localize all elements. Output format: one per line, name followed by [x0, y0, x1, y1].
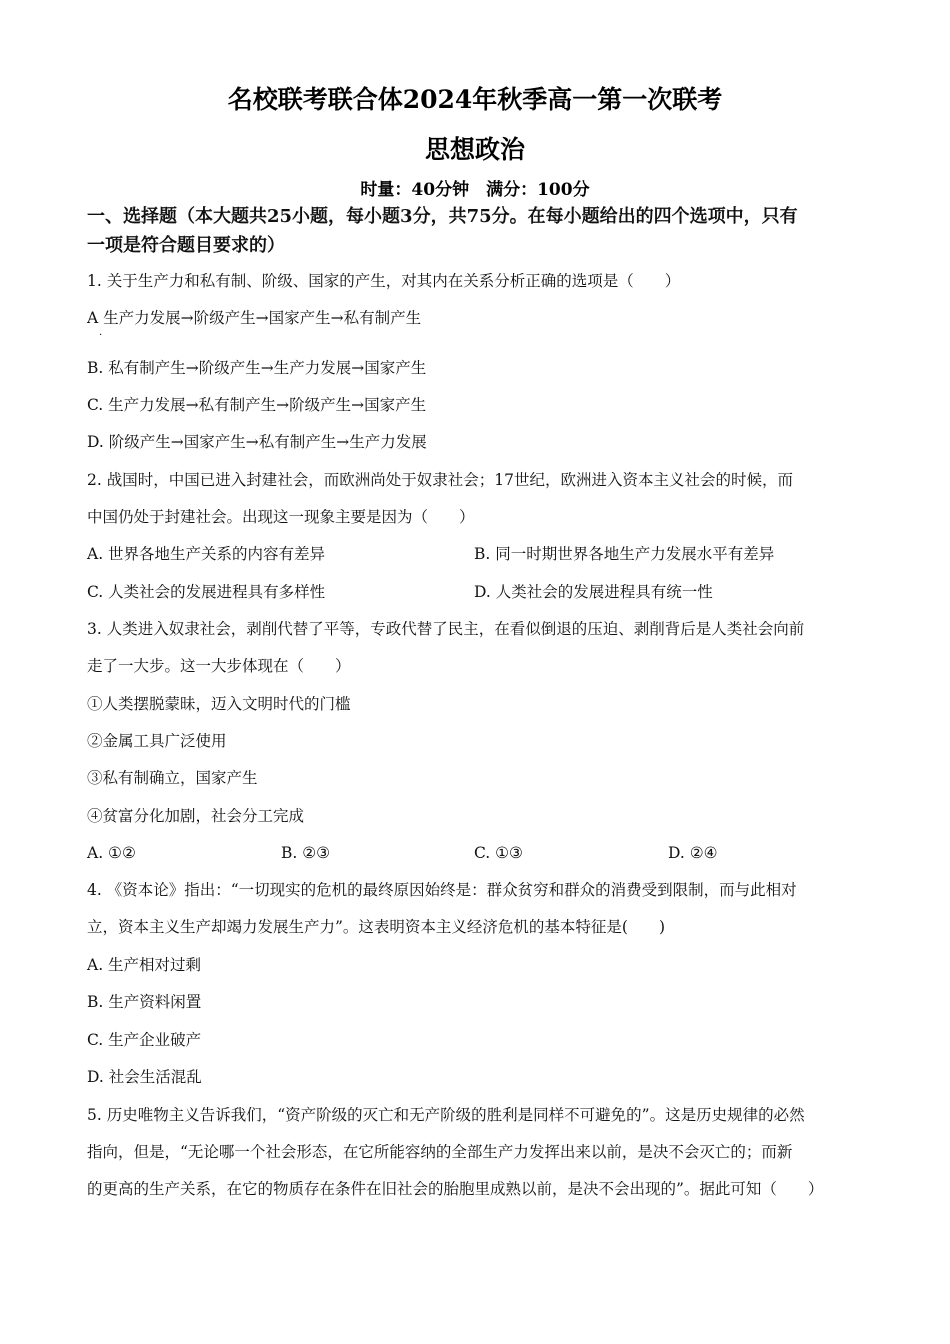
q2-option-c: C. 人类社会的发展进程具有多样性 [87, 583, 326, 601]
q3-stem-line1: 3. 人类进入奴隶社会，剥削代替了平等，专政代替了民主，在看似倒退的压迫、剥削背后是人类社会向前 [87, 620, 805, 638]
q3-option-d: D. ②④ [668, 844, 718, 862]
q3-statement-1: ①人类摆脱蒙昧，迈入文明时代的门槛 [87, 695, 351, 713]
q2-stem-line1: 2. 战国时，中国已进入封建社会，而欧洲尚处于奴隶社会；17世纪，欧洲进入资本主义社会的时候，而 [87, 471, 793, 489]
q3-statement-4: ④贫富分化加剧，社会分工完成 [87, 807, 305, 825]
q2-option-b: B. 同一时期世界各地生产力发展水平有差异 [474, 545, 775, 563]
q3-statement-2: ②金属工具广泛使用 [87, 732, 227, 750]
q3-option-a: A. ①② [87, 844, 136, 862]
q2-stem-line2: 中国仍处于封建社会。出现这一现象主要是因为（ ） [87, 508, 475, 526]
q4-stem-line2: 立，资本主义生产却竭力发展生产力”。这表明资本主义经济危机的基本特征是( ) [87, 918, 666, 936]
section-heading-line2: 一项是符合题目要求的） [87, 235, 285, 256]
q5-stem-line3: 的更高的生产关系，在它的物质存在条件在旧社会的胎胞里成熟以前，是决不会出现的”。据此可知（ ） [87, 1180, 824, 1198]
q3-stem-line2: 走了一大步。这一大步体现在（ ） [87, 657, 351, 675]
exam-meta: 时量：40分钟 满分：100分 [360, 180, 590, 200]
q3-statement-3: ③私有制确立，国家产生 [87, 769, 258, 787]
q3-option-c: C. ①③ [474, 844, 523, 862]
q5-stem-line1: 5. 历史唯物主义告诉我们，“资产阶级的灭亡和无产阶级的胜利是同样不可避免的”。这是历史规律的必然 [87, 1106, 805, 1124]
section-heading-line1: 一、选择题（本大题共25小题，每小题3分，共75分。在每小题给出的四个选项中，只有 [87, 206, 798, 227]
q3-option-b: B. ②③ [281, 844, 331, 862]
exam-title: 名校联考联合体2024年秋季高一第一次联考 [227, 85, 723, 114]
subject-title: 思想政治 [424, 135, 525, 164]
q4-option-b: B. 生产资料闲置 [87, 993, 202, 1011]
q2-option-a: A. 世界各地生产关系的内容有差异 [87, 545, 326, 563]
q1-option-b: B. 私有制产生→阶级产生→生产力发展→国家产生 [87, 359, 427, 377]
q4-option-c: C. 生产企业破产 [87, 1031, 202, 1049]
q4-option-a: A. 生产相对过剩 [87, 956, 202, 974]
q4-stem-line1: 4. 《资本论》指出：“一切现实的危机的最终原因始终是：群众贫穷和群众的消费受到限制，而与此相对 [87, 881, 797, 899]
q1-option-a: A 生产力发展→阶级产生→国家产生→私有制产生 [87, 309, 422, 327]
q4-option-d: D. 社会生活混乱 [87, 1068, 202, 1086]
stray-dot-mark: · [99, 330, 103, 341]
q5-stem-line2: 指向，但是，“无论哪一个社会形态，在它所能容纳的全部生产力发挥出来以前，是决不会灭亡的；而新 [87, 1143, 793, 1161]
q1-option-d: D. 阶级产生→国家产生→私有制产生→生产力发展 [87, 433, 427, 451]
q2-option-d: D. 人类社会的发展进程具有统一性 [474, 583, 713, 601]
q1-stem: 1. 关于生产力和私有制、阶级、国家的产生，对其内在关系分析正确的选项是（ ） [87, 272, 681, 290]
q1-option-c: C. 生产力发展→私有制产生→阶级产生→国家产生 [87, 396, 427, 414]
